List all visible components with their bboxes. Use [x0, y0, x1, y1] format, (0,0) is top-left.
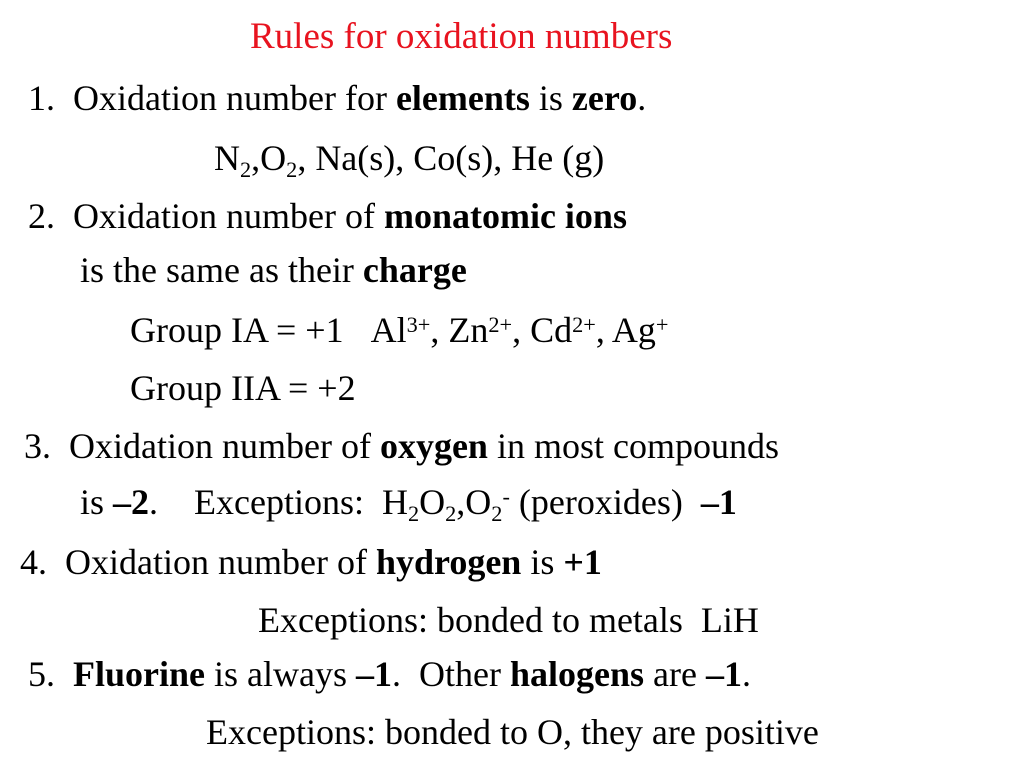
rule-3-bold-minus1: –1 [700, 482, 737, 522]
formula-h-sub: 2 [407, 500, 420, 526]
rule-3-dot: . [149, 482, 159, 522]
rule-2 [28, 198, 627, 234]
rule-1-examples [214, 138, 605, 182]
rule-2-bold-charge: charge [362, 250, 467, 290]
rule-2-bold-monatomic: monatomic ions [383, 196, 627, 236]
rule-4-bold-hydrogen: hydrogen [375, 542, 522, 582]
ion-al-sup: 3+ [406, 311, 431, 337]
rule-2-number: 2. [28, 196, 55, 236]
rule-5 [28, 656, 751, 692]
formula-o2-sup: - [502, 483, 510, 509]
rule-3-bold-oxygen: oxygen [379, 426, 488, 466]
rule-5-bold-halogens: halogens [509, 654, 644, 694]
ion-ag-sup: + [655, 311, 669, 337]
group-ia-label: Group IA = +1 [130, 310, 344, 350]
slide-title: Rules for oxidation numbers [250, 16, 673, 57]
rule-4-prefix: Oxidation number of [65, 542, 376, 582]
rule-1-suffix: . [637, 78, 647, 118]
group-iia-line [130, 370, 356, 406]
rule-5-mid1: is always [205, 654, 356, 694]
ion-zn-sup: 2+ [488, 311, 513, 337]
rule-1-bold-zero: zero [571, 78, 638, 118]
rule-3-peroxides: (peroxides) [509, 482, 692, 522]
group-ia-line [130, 312, 668, 348]
example-o-sub: 2 [286, 156, 298, 182]
rule-5-mid2: . Other [391, 654, 510, 694]
rule-5-bold-minus1-a: –1 [355, 654, 392, 694]
rule-1-prefix: Oxidation number for [73, 78, 396, 118]
rule-4 [20, 544, 602, 580]
rule-5-bold-minus1-b: –1 [705, 654, 742, 694]
rule-5-bold-fluorine: Fluorine [73, 654, 205, 694]
rule-1-mid: is [529, 78, 572, 118]
formula-o2: ,O [456, 482, 492, 522]
rule-1-bold-elements: elements [395, 78, 530, 118]
example-n-sub: 2 [240, 156, 252, 182]
formula-o: O [419, 482, 446, 522]
rule-1 [28, 80, 646, 116]
rule-2-line2-prefix: is the same as their [80, 250, 363, 290]
group-iia-label: Group IIA = +2 [130, 368, 356, 408]
example-n: N [214, 138, 240, 178]
rule-3-exceptions: Exceptions: [194, 482, 373, 522]
rule-3-prefix: Oxidation number of [69, 426, 380, 466]
rule-1-number: 1. [28, 78, 55, 118]
rule-3 [24, 428, 779, 464]
formula-o2-sub: 2 [491, 500, 503, 526]
rule-4-exceptions: Exceptions: bonded to metals LiH [258, 600, 759, 640]
example-rest: , Na(s), Co(s), He (g) [297, 138, 605, 178]
rule-5-suffix: . [741, 654, 751, 694]
rule-2-line-2 [80, 252, 467, 288]
ion-ag: , Ag [595, 310, 656, 350]
rule-5-mid3: are [644, 654, 706, 694]
formula-h: H [381, 482, 408, 522]
rule-3-bold-minus2: –2 [113, 482, 150, 522]
rule-4-number: 4. [20, 542, 47, 582]
rule-3-number: 3. [24, 426, 51, 466]
ion-cd: , Cd [512, 310, 573, 350]
rule-5-exceptions: Exceptions: bonded to O, they are positive [206, 712, 819, 752]
ion-al: Al [370, 310, 407, 350]
rule-3-is: is [80, 482, 114, 522]
ion-cd-sup: 2+ [572, 311, 596, 337]
rule-4-mid: is [521, 542, 564, 582]
rule-4-bold-plus1: +1 [563, 542, 602, 582]
rule-3-suffix: in most compounds [487, 426, 779, 466]
formula-o-sub: 2 [445, 500, 457, 526]
rule-2-prefix: Oxidation number of [73, 196, 384, 236]
ion-zn: , Zn [430, 310, 489, 350]
rule-3-line-2 [80, 482, 737, 526]
example-o: ,O [251, 138, 287, 178]
rule-5-number: 5. [28, 654, 55, 694]
